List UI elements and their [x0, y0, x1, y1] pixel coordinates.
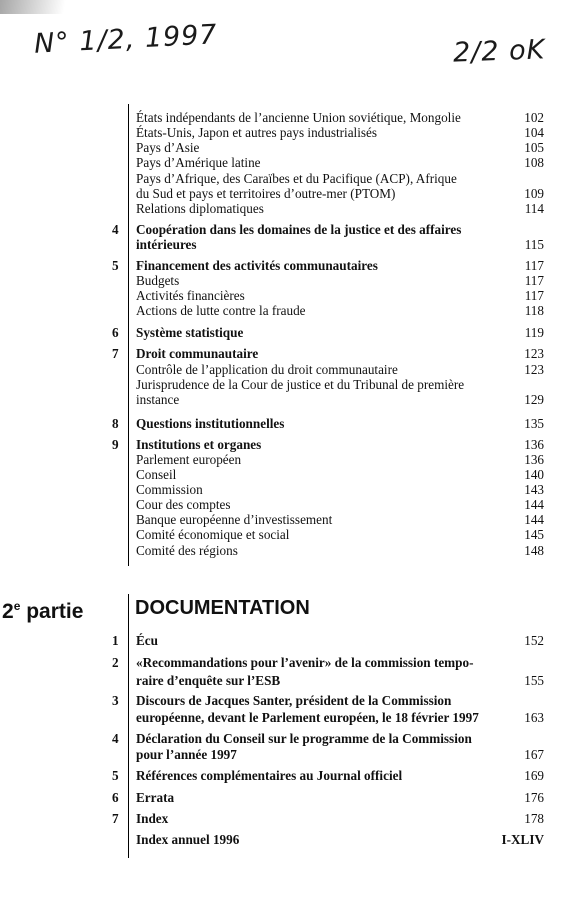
toc-entry-title: Institutions et organes — [136, 437, 262, 452]
toc-entry — [0, 125, 579, 140]
toc-entry-title: Comité économique et social — [136, 527, 290, 542]
toc-entry-page: 117 — [524, 273, 544, 288]
toc-entry-number: 7 — [112, 346, 119, 361]
toc-entry-title: États indépendants de l’ancienne Union soviétique, Mongolie — [136, 110, 461, 125]
toc-entry-number: 4 — [112, 731, 119, 746]
toc-entry — [0, 768, 579, 783]
toc-entry-number: 5 — [112, 258, 119, 273]
toc-entry-title: du Sud et pays et territoires d’outre-mer (PTOM) — [136, 186, 396, 201]
toc-entry — [0, 527, 579, 542]
toc-entry-title: Discours de Jacques Santer, président de la Commission — [136, 693, 452, 708]
toc-entry — [0, 710, 579, 725]
toc-entry-title: Banque européenne d’investissement — [136, 512, 333, 527]
toc-entry-page: 123 — [524, 346, 544, 361]
toc-entry — [0, 467, 579, 482]
toc-entry-page: 108 — [524, 155, 544, 170]
toc-entry — [0, 811, 579, 826]
scan-edge-mark — [0, 0, 80, 14]
toc-entry-title: Jurisprudence de la Cour de justice et du Tribunal de première — [136, 377, 465, 392]
toc-entry-page: 136 — [524, 452, 544, 467]
toc-entry-number: 2 — [112, 655, 119, 670]
toc-entry-page: 115 — [524, 237, 544, 252]
toc-entry — [0, 633, 579, 648]
toc-entry-page: 123 — [524, 362, 544, 377]
toc-entry-title: «Recommandations pour l’avenir» de la commission tempo- — [136, 655, 474, 670]
toc-entry — [0, 377, 579, 392]
toc-entry-number: 5 — [112, 768, 119, 783]
toc-entry — [0, 693, 579, 708]
toc-entry-page: 119 — [524, 325, 544, 340]
toc-entry-title: Coopération dans les domaines de la justice et des affaires — [136, 222, 462, 237]
toc-entry-page: 178 — [524, 811, 544, 826]
toc-entry — [0, 731, 579, 746]
toc-entry-title: Financement des activités communautaires — [136, 258, 378, 273]
toc-entry-title: Déclaration du Conseil sur le programme de la Commission — [136, 731, 472, 746]
toc-entry — [0, 258, 579, 273]
toc-entry-title: européenne, devant le Parlement européen, le 18 février 1997 — [136, 710, 479, 725]
toc-entry — [0, 416, 579, 431]
toc-entry-page: 118 — [524, 303, 544, 318]
toc-entry-title: Index annuel 1996 — [136, 832, 240, 847]
toc-entry-number: 6 — [112, 790, 119, 805]
toc-entry-title: instance — [136, 392, 180, 407]
toc-entry-page: 117 — [524, 258, 544, 273]
toc-entry-page: 144 — [524, 497, 544, 512]
toc-entry — [0, 497, 579, 512]
toc-entry-page: 148 — [524, 543, 544, 558]
toc-entry-title: Index — [136, 811, 169, 826]
toc-entry-page: 143 — [524, 482, 544, 497]
toc-entry-page: 109 — [524, 186, 544, 201]
toc-entry-title: Cour des comptes — [136, 497, 231, 512]
toc-entry-title: Références complémentaires au Journal officiel — [136, 768, 403, 783]
toc-entry-page: 114 — [524, 201, 544, 216]
toc-entry-number: 6 — [112, 325, 119, 340]
toc-entry-title: Errata — [136, 790, 175, 805]
toc-entry-title: Contrôle de l’application du droit communautaire — [136, 362, 398, 377]
toc-entry-title: pour l’année 1997 — [136, 747, 237, 762]
toc-entry-page: 104 — [524, 125, 544, 140]
toc-entry-title: Commission — [136, 482, 203, 497]
toc-entry-page: 169 — [524, 768, 544, 783]
toc-entry-number: 9 — [112, 437, 119, 452]
toc-entry-title: Conseil — [136, 467, 177, 482]
toc-entry — [0, 832, 579, 847]
toc-entry-title: Pays d’Afrique, des Caraïbes et du Pacifique (ACP), Afrique — [136, 171, 457, 186]
toc-entry — [0, 222, 579, 237]
toc-entry — [0, 790, 579, 805]
toc-entry — [0, 346, 579, 361]
toc-entry — [0, 482, 579, 497]
toc-entry — [0, 288, 579, 303]
toc-entry — [0, 186, 579, 201]
toc-entry — [0, 512, 579, 527]
toc-entry-page: 167 — [524, 747, 544, 762]
part-title: DOCUMENTATION — [135, 597, 310, 619]
toc-entry-number: 3 — [112, 693, 119, 708]
handwritten-issue-note: N° 1/2, 1997 — [33, 19, 219, 60]
toc-entry-title: Comité des régions — [136, 543, 238, 558]
toc-entry-page: 117 — [524, 288, 544, 303]
toc-entry-number: 4 — [112, 222, 119, 237]
toc-entry — [0, 747, 579, 762]
toc-entry — [0, 273, 579, 288]
toc-entry-page: 140 — [524, 467, 544, 482]
handwritten-check-note: 2/2 oK — [452, 34, 546, 69]
toc-entry — [0, 155, 579, 170]
toc-entry — [0, 452, 579, 467]
toc-entry — [0, 201, 579, 216]
toc-entry — [0, 392, 579, 407]
toc-entry-title: Droit communautaire — [136, 346, 259, 361]
toc-entry-title: Système statistique — [136, 325, 244, 340]
toc-entry-page: 155 — [524, 673, 544, 688]
toc-entry-page: 145 — [524, 527, 544, 542]
toc-entry-page: 144 — [524, 512, 544, 527]
toc-entry-number: 7 — [112, 811, 119, 826]
toc-entry-page: 136 — [524, 437, 544, 452]
toc-entry — [0, 362, 579, 377]
toc-entry-title: intérieures — [136, 237, 197, 252]
toc-entry — [0, 140, 579, 155]
toc-entry-title: Écu — [136, 633, 158, 648]
toc-entry-title: Relations diplomatiques — [136, 201, 264, 216]
toc-entry-title: Activités financières — [136, 288, 245, 303]
toc-entry — [0, 171, 579, 186]
toc-entry-number: 1 — [112, 633, 119, 648]
toc-entry-page: I-XLIV — [501, 832, 544, 847]
toc-entry-page: 102 — [524, 110, 544, 125]
toc-entry — [0, 303, 579, 318]
toc-entry-title: Pays d’Asie — [136, 140, 200, 155]
toc-entry-title: raire d’enquête sur l’ESB — [136, 673, 281, 688]
toc-entry — [0, 673, 579, 688]
toc-entry-page: 163 — [524, 710, 544, 725]
toc-entry-title: Parlement européen — [136, 452, 242, 467]
toc-entry-title: Actions de lutte contre la fraude — [136, 303, 306, 318]
toc-entry-page: 176 — [524, 790, 544, 805]
toc-entry — [0, 437, 579, 452]
toc-entry — [0, 110, 579, 125]
toc-entry — [0, 325, 579, 340]
toc-entry — [0, 655, 579, 670]
toc-entry-page: 152 — [524, 633, 544, 648]
toc-entry — [0, 543, 579, 558]
toc-entry-page: 135 — [524, 416, 544, 431]
toc-entry-title: Budgets — [136, 273, 180, 288]
toc-entry-page: 105 — [524, 140, 544, 155]
part-label: 2e partie — [2, 599, 84, 623]
toc-entry-title: Pays d’Amérique latine — [136, 155, 261, 170]
toc-entry-page: 129 — [524, 392, 544, 407]
toc-entry-title: États-Unis, Japon et autres pays industrialisés — [136, 125, 377, 140]
toc-entry — [0, 237, 579, 252]
toc-entry-title: Questions institutionnelles — [136, 416, 285, 431]
toc-entry-number: 8 — [112, 416, 119, 431]
